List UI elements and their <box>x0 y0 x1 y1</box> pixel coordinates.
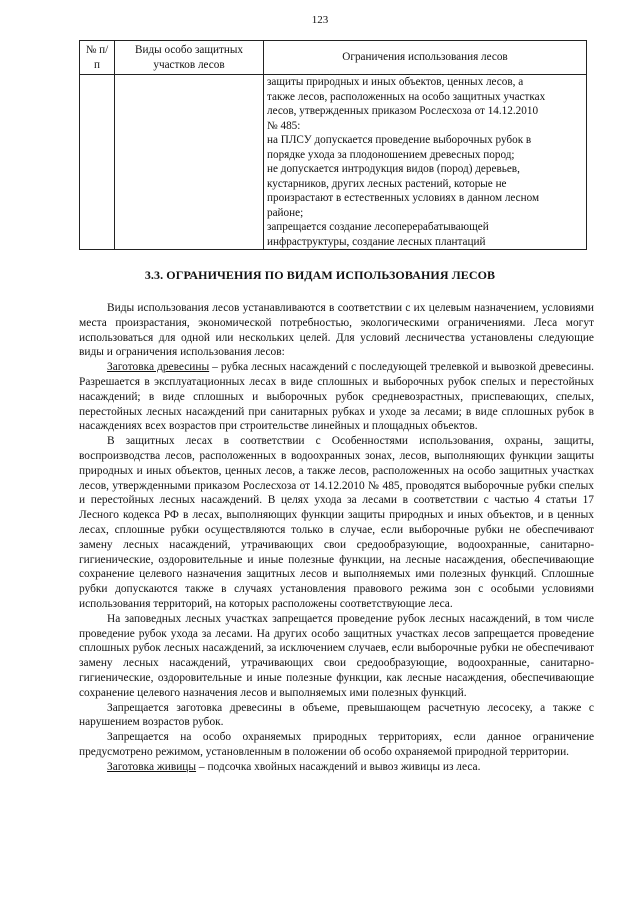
resin-paragraph <box>79 760 594 775</box>
natural-territories-paragraph: Запрещается на особо охраняемых природных территориях, если данное ограничение предусмотрено режимом, установленным в положении об особо охраняемой природной территории. <box>79 731 594 758</box>
restriction-line: запрещается создание лесоперерабатывающей <box>267 221 489 233</box>
restriction-line: на ПЛСУ допускается проведение выборочных рубок в <box>267 134 532 146</box>
table-cell-number <box>80 75 115 250</box>
restriction-line: также лесов, расположенных на особо защитных участках <box>267 90 546 103</box>
restriction-line: не допускается интродукция видов (пород) деревьев, <box>267 163 520 175</box>
resin-text: – подсочка хвойных насаждений и вывоз живицы из леса. <box>196 760 481 773</box>
restriction-line: произрастают в естественных условиях в данном лесном <box>267 192 540 204</box>
page-number: 123 <box>311 14 329 26</box>
restriction-line: лесов, утвержденных приказом Рослесхоза от 14.12.2010 <box>267 105 539 117</box>
table-header-number: № п/п <box>80 41 115 75</box>
table-header-row <box>80 41 587 75</box>
restriction-line: инфраструктуры, создание лесных плантаций <box>267 235 486 248</box>
table-cell-area-type <box>115 75 264 250</box>
restriction-line: районе; <box>267 206 304 219</box>
restrictions-table <box>79 40 587 250</box>
table-header-area-types: Виды особо защитных участков лесов <box>115 41 264 75</box>
table-row <box>80 75 587 250</box>
restriction-line: кустарников, других лесных растений, которые не <box>267 177 507 190</box>
restriction-line: порядке ухода за плодоношением древесных пород; <box>267 148 515 161</box>
protective-forests-paragraph: В защитных лесах в соответствии с Особенностями использования, охраны, защиты, воспроизводства лесов, расположенных в водоохранных зонах, лесов, выполняющих функции защиты природных и иных объектов, ценных лесов, а также лесов, расположенных на особо защитных участках лесов, утвержденными приказом Рослесхоза от 14.12.2010 № 485, проводятся выборочные рубки спелых и перестойных лесных насаждений. В целях ухода за лесами в соответствии с частью 4 статьи 17 Лесного кодекса РФ в лесах, выполняющих функции защиты природных и иных объектов, и в ценных лесах, сплошные рубки осуществляются только в случае, если выборочные рубки не обеспечивают замену лесных насаждений, утрачивающих свои средообразующие, водоохранные, санитарно-гигиенические, оздоровительные и иные полезные функции, на лесные насаждения, обеспечивающие сохранение целевого назначения защитных лесов и выполняемых ими полезных функций. Сплошные рубки допускаются также в случаях установления правового режима зон с особыми условиями использования территорий, на которых расположены соответствующие леса. <box>79 435 594 610</box>
table-header-restrictions: Ограничения использования лесов <box>264 41 587 75</box>
timber-paragraph <box>79 360 594 434</box>
timber-text: – рубка лесных насаждений с последующей трелевкой и вывозкой древесины. Разрешается в эксплуатационных лесах в виде сплошных и выборочных рубок спелых и перестойных насаждений; в виде сплошных и выборочных рубок средневозрастных, приспевающих, спелых, перестойных лесных насаждений при санитарных рубках и уходе за лесами; в виде сплошных рубок в насаждениях всех возрастов при строительстве линейных и площадных объектов. <box>79 361 594 433</box>
resin-term: Заготовка живицы <box>107 760 197 773</box>
section-title: 3.3. ОГРАНИЧЕНИЯ ПО ВИДАМ ИСПОЛЬЗОВАНИЯ ЛЕСОВ <box>144 268 496 282</box>
overcut-paragraph: Запрещается заготовка древесины в объеме, превышающем расчетную лесосеку, а также с нарушением возрастов рубок. <box>79 701 594 729</box>
reserved-areas-paragraph: На заповедных лесных участках запрещается проведение рубок лесных насаждений, в том числе проведение рубок ухода за лесами. На других особо защитных участках лесов запрещается проведение сплошных рубок лесных насаждений, за исключением случаев, если выборочные рубки не обеспечивают замену лесных насаждений, утрачивающих свои средообразующие, водоохранные, санитарно-гигиенические, оздоровительные и иные полезные функции, как лесные насаждения, обеспечивающие сохранение целевого назначения лесов и выполняемых ими полезных функций. <box>79 612 594 699</box>
restriction-line: защиты природных и иных объектов, ценных лесов, а <box>267 76 524 88</box>
table-cell-restrictions <box>264 75 587 250</box>
timber-term: Заготовка древесины <box>107 361 210 374</box>
intro-paragraph: Виды использования лесов устанавливаются в соответствии с их целевым назначением, условиями места произрастания, экономической потребностью, экологическими ограничениями. Леса могут использоваться для одной или нескольких целей. Для условий лесничества установлены следующие виды и ограничения использования лесов: <box>79 302 594 359</box>
section-body <box>79 301 594 775</box>
restriction-line: № 485: <box>267 119 301 132</box>
